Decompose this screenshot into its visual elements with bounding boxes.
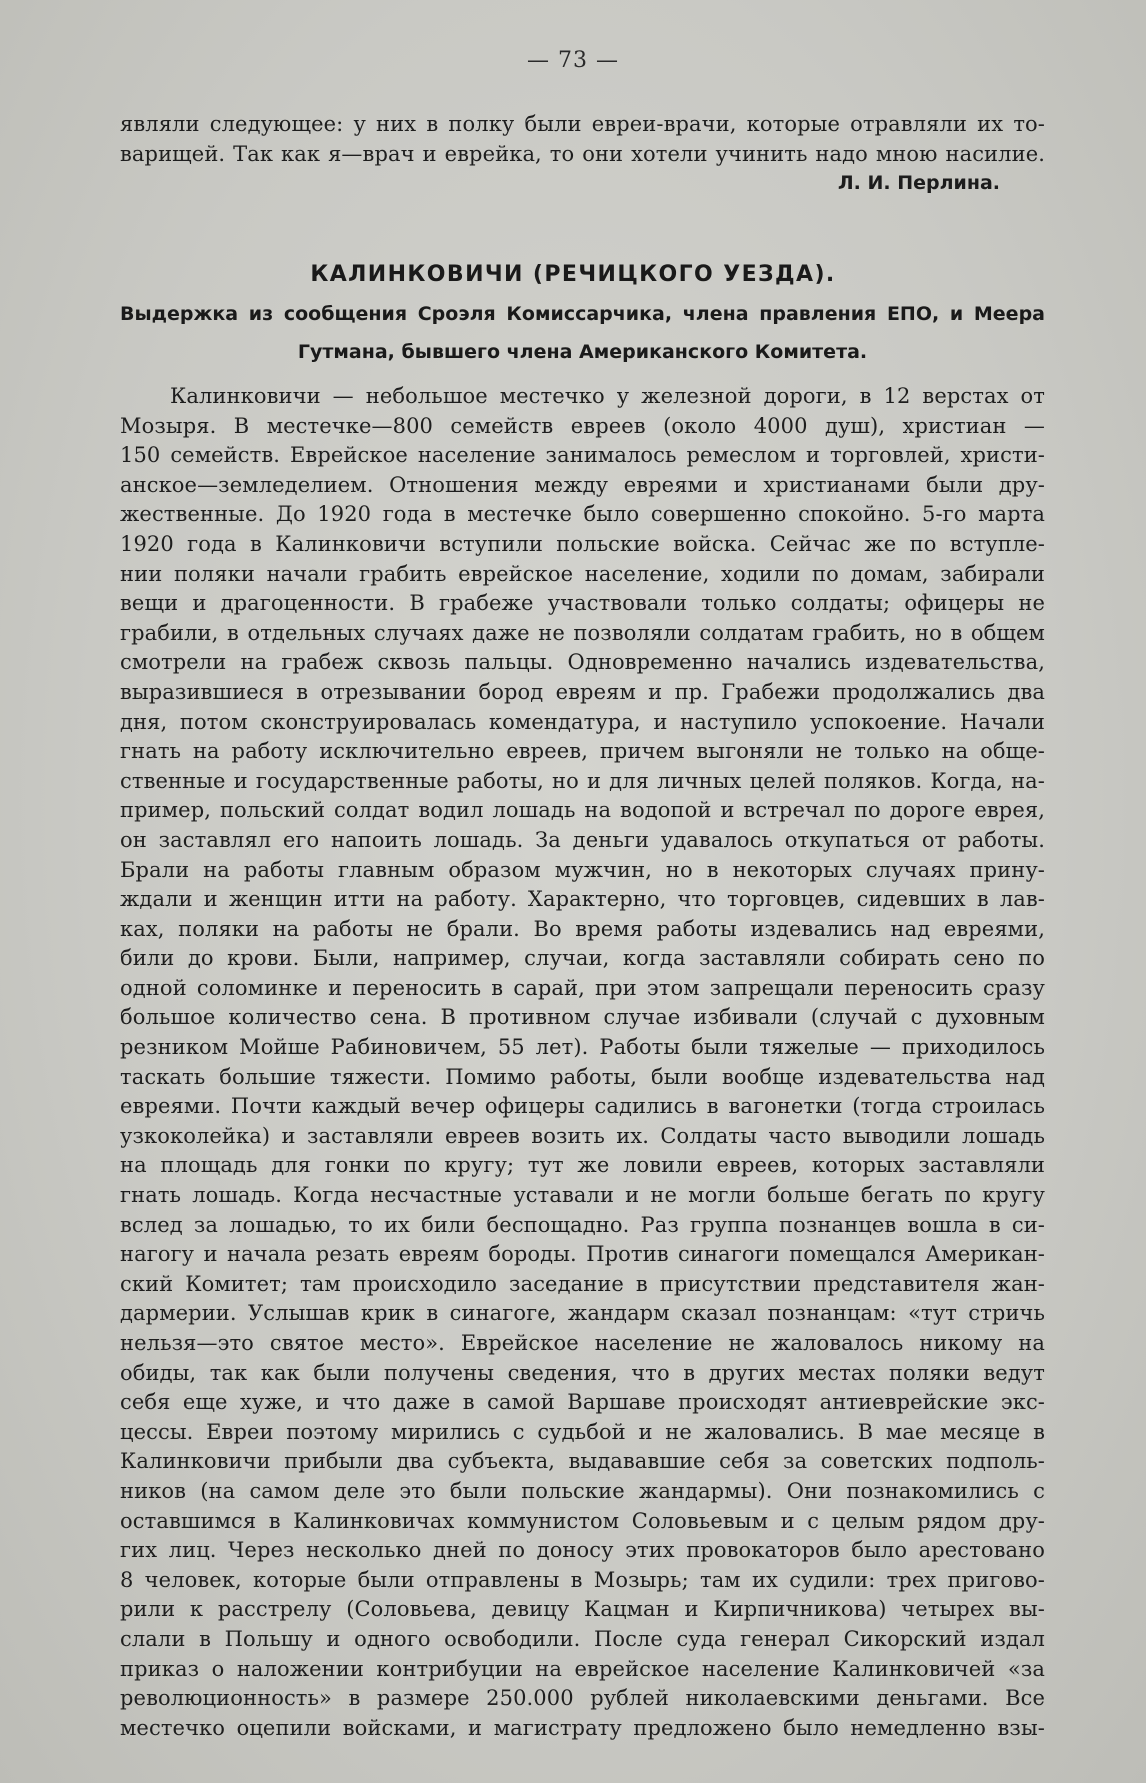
body-text-line: приказ о наложении контрибуции на еврейское население Калинковичей «за (120, 1656, 1045, 1681)
author-signature: Л. И. Перлина. (837, 172, 1000, 194)
body-text-line: смотрели на грабеж сквозь пальцы. Одновременно начались издевательства, (120, 650, 1045, 675)
body-text-line: нельзя—это святое место». Еврейское население не жаловалось никому на (120, 1331, 1045, 1355)
body-text-line: 8 человек, которые были отправлены в Мозырь; там их судили: трех пригово- (120, 1567, 1045, 1592)
body-text-line: ственные и государственные работы, но и для личных целей поляков. Когда, на- (120, 768, 1045, 793)
body-text-line: гнать лошадь. Когда несчастные уставали и не могли больше бегать по кругу (120, 1183, 1045, 1208)
body-text-line: пример, польский солдат водил лошадь на водопой и встречал по дороге еврея, (120, 798, 1045, 823)
body-text-line: узкоколейка) и заставляли евреев возить их. Солдаты часто выводили лошадь (120, 1123, 1045, 1148)
body-text-line: на площадь для гонки по кругу; тут же ловили евреев, которых заставляли (120, 1153, 1045, 1178)
body-text-line: местечко оцепили войсками, и магистрату предложено было немедленно взы- (120, 1715, 1045, 1740)
body-text-line: Калинковичи прибыли два субъекта, выдававшие себя за советских подполь- (120, 1449, 1045, 1474)
body-text-line: гнать на работу исключительно евреев, причем выгоняли не только на обще- (120, 739, 1045, 764)
body-text-line: рили к расстрелу (Соловьева, девицу Кацман и Кирпичникова) четырех вы- (120, 1597, 1045, 1622)
body-text (120, 382, 1045, 1743)
previous-text-line: варищей. Так как я—врач и еврейка, то они хотели учинить надо мною насилие. (120, 141, 1045, 166)
body-text-line: анское—земледелием. Отношения между евреями и христианами были дру- (120, 472, 1045, 497)
body-text-line: резником Мойше Рабиновичем, 55 лет). Работы были тяжелые — приходилось (120, 1035, 1045, 1060)
body-text-line: ждали и женщин итти на работу. Характерно, что торговцев, сидевших в лав- (120, 887, 1045, 912)
body-text-line: Калинковичи — небольшое местечко у железной дороги, в 12 верстах от (170, 384, 1045, 408)
body-text-line: Брали на работы главным образом мужчин, но в некоторых случаях прину- (120, 857, 1045, 882)
body-text-line: евреями. Почти каждый вечер офицеры садились в вагонетки (тогда строилась (120, 1094, 1045, 1119)
body-text-line: Мозыря. В местечке—800 семейств евреев (около 4000 душ), христиан — (120, 413, 1045, 438)
body-text-line: грабили, в отдельных случаях даже не позволяли солдатам грабить, но в общем (120, 620, 1045, 645)
body-text-line: выразившиеся в отрезывании бород евреям и пр. Грабежи продолжались два (120, 679, 1045, 704)
body-text-line: нии поляки начали грабить еврейское население, ходили по домам, забирали (120, 561, 1045, 586)
section-heading: КАЛИНКОВИЧИ (РЕЧИЦКОГО УЕЗДА). (310, 262, 836, 287)
body-text-line: били до крови. Были, например, случаи, когда заставляли собирать сено по (120, 946, 1045, 971)
body-text-line: вслед за лошадью, то их били беспощадно. Раз группа познанцев вошла в си- (120, 1212, 1045, 1237)
body-text-line: революционность» в размере 250.000 рублей николаевскими деньгами. Все (120, 1686, 1045, 1711)
body-text-line: 1920 года в Калинковичи вступили польские войска. Сейчас же по вступле- (120, 531, 1045, 556)
body-text-line: обиды, так как были получены сведения, что в других местах поляки ведут (120, 1360, 1045, 1385)
body-text-line: себя еще хуже, и что даже в самой Варшаве происходят антиеврейские экс- (120, 1390, 1045, 1415)
body-text-line: большое количество сена. В противном случае избивали (случай с духовным (120, 1005, 1045, 1030)
body-text-line: таскать большие тяжести. Помимо работы, были вообще издевательства над (120, 1064, 1045, 1089)
page-number: — 73 — (527, 48, 619, 73)
body-text-line: вещи и драгоценности. В грабеже участвовали только солдаты; офицеры не (120, 591, 1045, 616)
body-text-line: гих лиц. Через несколько дней по доносу этих провокаторов было арестовано (120, 1538, 1045, 1563)
previous-text-line: являли следующее: у них в полку были евреи-врачи, которые отравляли их то- (120, 112, 1045, 136)
body-text-line: одной соломинке и переносить в сарай, при этом запрещали переносить сразу (120, 975, 1045, 1000)
body-text-line: ках, поляки на работы не брали. Во время работы издевались над евреями, (120, 916, 1045, 941)
body-text-line: нагогу и начала резать евреям бороды. Против синагоги помещался Американ- (120, 1242, 1045, 1267)
body-text-line: он заставлял его напоить лошадь. За деньги удавалось откупаться от работы. (120, 827, 1045, 852)
body-text-line: оставшимся в Калинковичах коммунистом Соловьевым и с целым рядом дру- (120, 1508, 1045, 1533)
previous-text-continuation (120, 110, 1045, 169)
body-text-line: дармерии. Услышав крик в синагоге, жандарм сказал познанцам: «тут стричь (120, 1301, 1045, 1326)
body-text-line: цессы. Евреи поэтому мирились с судьбой и не жаловались. В мае месяце в (120, 1419, 1045, 1444)
body-text-line: дня, потом сконструировалась комендатура, и наступило успокоение. Начали (120, 709, 1045, 734)
body-text-line: 150 семейств. Еврейское население занималось ремеслом и торговлей, христи- (120, 443, 1045, 468)
subheading-line: Гутмана, бывшего члена Американского Комитета. (297, 341, 868, 363)
section-subheading (120, 295, 1045, 371)
body-text-line: ников (на самом деле это были польские жандармы). Они познакомились с (120, 1478, 1045, 1503)
subheading-line: Выдержка из сообщения Сроэля Комиссарчика, члена правления ЕПО, и Меера (120, 303, 1045, 325)
body-text-line: ский Комитет; там происходило заседание в присутствии представителя жан- (120, 1271, 1045, 1296)
body-text-line: жественные. До 1920 года в местечке было совершенно спокойно. 5-го марта (120, 502, 1045, 527)
body-text-line: слали в Польшу и одного освободили. После суда генерал Сикорский издал (120, 1626, 1045, 1651)
